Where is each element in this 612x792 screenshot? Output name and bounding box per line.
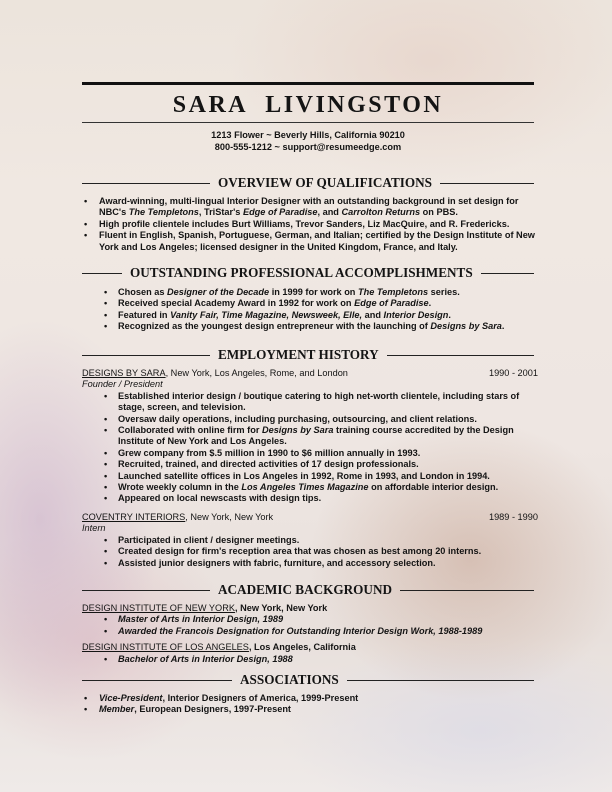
text: Recognized as the youngest design entrepreneur with the launching of: [118, 321, 431, 332]
text: .: [501, 321, 505, 332]
bullet-item: [82, 493, 538, 504]
section-heading-academic: [82, 582, 534, 598]
italic-text: Awarded the Francois Designation for Outstanding Interior Design Work, 1988-1989: [118, 625, 483, 636]
bullet-item: [82, 482, 538, 493]
header-divider: [82, 122, 534, 123]
school-location: , Los Angeles, California: [248, 642, 356, 653]
header-top-rule: [82, 82, 534, 85]
heading-rule: [387, 355, 534, 356]
bullet-item: [82, 448, 538, 459]
heading-rule: [82, 680, 232, 681]
text: Oversaw daily operations, including purchasing, outsourcing, and client relations.: [118, 413, 477, 424]
italic-text: Designer of the Decade: [167, 287, 270, 297]
school-location: , New York, New York: [234, 603, 328, 613]
address-line: 1213 Flower ~ Beverly Hills, California 90210: [211, 130, 405, 140]
text: , Interior Designers of America, 1999-Present: [162, 693, 359, 703]
italic-text: Vice-President: [99, 693, 163, 703]
bullet-item: [82, 196, 538, 219]
text: , and: [317, 207, 342, 218]
bullet-item: [82, 626, 538, 637]
italic-text: Vanity Fair, Time Magazine, Newsweek, Elle,: [170, 309, 363, 320]
text: Received special Academy Award in 1992 for work on: [118, 298, 355, 309]
bullet-item: [82, 471, 538, 482]
school-entry: [82, 603, 538, 637]
heading-text: OVERVIEW OF QUALIFICATIONS: [218, 175, 432, 190]
company-location: , New York, Los Angeles, Rome, and London: [165, 368, 348, 378]
bullet-item: [82, 654, 538, 665]
italic-text: Master of Arts in Interior Design, 1989: [118, 614, 284, 625]
associations-list: [82, 693, 538, 716]
job-role: Founder / President: [82, 379, 163, 390]
school-entry: [82, 642, 538, 665]
text: .: [448, 309, 451, 320]
school-bullets: [82, 654, 538, 665]
text: in 1999 for work on: [269, 287, 358, 297]
text: Award-winning, multi-lingual Interior Designer with an outstanding background in set design for NBC's: [99, 196, 519, 218]
text: training course accredited by the Design Institute of New York and Los Angeles.: [118, 425, 514, 447]
heading-rule: [481, 273, 534, 274]
job-entry: [82, 368, 538, 505]
italic-text: Bachelor of Arts in Interior Design, 1988: [118, 653, 293, 664]
heading-rule: [82, 590, 210, 591]
school-name: DESIGN INSTITUTE OF NEW YORK: [82, 603, 235, 613]
text: and: [362, 309, 384, 320]
text: Assisted junior designers with fabric, furniture, and accessory selection.: [118, 557, 436, 568]
contact-info: [82, 130, 534, 153]
text: series.: [428, 287, 460, 297]
academic-section: [82, 603, 538, 665]
text: on affordable interior design.: [368, 482, 499, 493]
heading-rule: [82, 273, 122, 274]
overview-section: [82, 196, 538, 253]
text: Featured in: [118, 309, 171, 320]
job-role: Intern: [82, 523, 106, 534]
company-name: DESIGNS BY SARA: [82, 368, 166, 378]
text: Established interior design / boutique catering to high net-worth clientele, including stars of stage, screen, and television.: [118, 390, 520, 413]
associations-section: [82, 693, 538, 716]
school-bullets: [82, 614, 538, 637]
text: .: [428, 298, 432, 309]
text: Chosen as: [118, 287, 168, 297]
section-heading-associations: [82, 672, 534, 688]
company-name: COVENTRY INTERIORS: [82, 511, 186, 522]
bullet-item: [82, 535, 538, 546]
job-dates: 1989 - 1990: [488, 511, 538, 522]
text: Collaborated with online firm for: [118, 425, 262, 436]
text: Recruited, trained, and directed activities of 17 design professionals.: [118, 459, 419, 470]
italic-text: The Templetons: [357, 287, 429, 297]
bullet-item: [82, 459, 538, 470]
bullet-item: [82, 614, 538, 625]
bullet-item: [82, 693, 538, 704]
text: Grew company from $.5 million in 1990 to $6 million annually in 1993.: [118, 447, 421, 458]
heading-rule: [82, 183, 210, 184]
overview-list: [82, 196, 538, 253]
bullet-item: [82, 287, 538, 298]
bullet-item: [82, 321, 538, 332]
text: on PBS.: [420, 207, 458, 218]
bullet-item: [82, 414, 538, 425]
employment-section: [82, 368, 538, 569]
italic-text: Carrolton Returns: [341, 207, 421, 218]
text: Created design for firm's reception area that was chosen as best among 20 interns.: [118, 546, 482, 557]
italic-text: Designs by Sara: [261, 425, 334, 436]
job-entry: [82, 512, 538, 569]
text: Launched satellite offices in Los Angeles in 1992, Rome in 1993, and London in 1994.: [118, 470, 490, 481]
section-heading-accomplishments: [82, 265, 534, 281]
bullet-item: [82, 546, 538, 557]
bullet-item: [82, 558, 538, 569]
heading-text: EMPLOYMENT HISTORY: [218, 347, 379, 362]
italic-text: The Templetons: [128, 207, 199, 218]
italic-text: Member: [99, 704, 135, 715]
bullet-item: [82, 230, 538, 253]
heading-rule: [347, 680, 534, 681]
accomplishments-list: [82, 287, 538, 333]
job-dates: 1990 - 2001: [488, 368, 538, 378]
italic-text: Interior Design: [383, 309, 449, 320]
italic-text: Edge of Paradise: [354, 298, 429, 309]
candidate-name: SARA LIVINGSTON: [172, 92, 444, 118]
text: Appeared on local newscasts with design tips.: [118, 493, 322, 504]
text: , TriStar's: [198, 207, 243, 218]
phone-email-line: 800-555-1212 ~ support@resumeedge.com: [214, 141, 402, 152]
heading-text: OUTSTANDING PROFESSIONAL ACCOMPLISHMENTS: [130, 265, 473, 280]
text: Wrote weekly column in the: [118, 482, 242, 493]
company-location: , New York, New York: [185, 511, 274, 522]
bullet-item: [82, 425, 538, 448]
job-bullets: [82, 391, 538, 505]
heading-text: ACADEMIC BACKGROUND: [218, 582, 393, 597]
section-heading-employment: [82, 347, 534, 363]
text: , European Designers, 1997-Present: [134, 704, 291, 715]
heading-rule: [82, 355, 210, 356]
text: High profile clientele includes Burt Williams, Trevor Sanders, Liz MacQuire, and R. Fredericks.: [99, 218, 510, 229]
school-name: DESIGN INSTITUTE OF LOS ANGELES: [82, 642, 249, 653]
text: Fluent in English, Spanish, Portuguese, German, and Italian; certified by the Design Institute of New York and Los Angeles; licensed designer in the United Kingdom, France, and Italy.: [99, 230, 535, 252]
italic-text: Edge of Paradise: [242, 207, 318, 218]
bullet-item: [82, 704, 538, 715]
heading-rule: [400, 590, 534, 591]
section-heading-overview: [82, 175, 534, 191]
heading-text: ASSOCIATIONS: [240, 672, 339, 687]
bullet-item: [82, 391, 538, 414]
accomplishments-section: [82, 287, 538, 333]
bullet-item: [82, 310, 538, 321]
heading-rule: [440, 183, 534, 184]
bullet-item: [82, 298, 538, 309]
job-bullets: [82, 535, 538, 569]
bullet-item: [82, 219, 538, 230]
italic-text: Designs by Sara: [430, 321, 502, 332]
text: Participated in client / designer meetings.: [118, 534, 300, 545]
italic-text: Los Angeles Times Magazine: [241, 482, 369, 493]
